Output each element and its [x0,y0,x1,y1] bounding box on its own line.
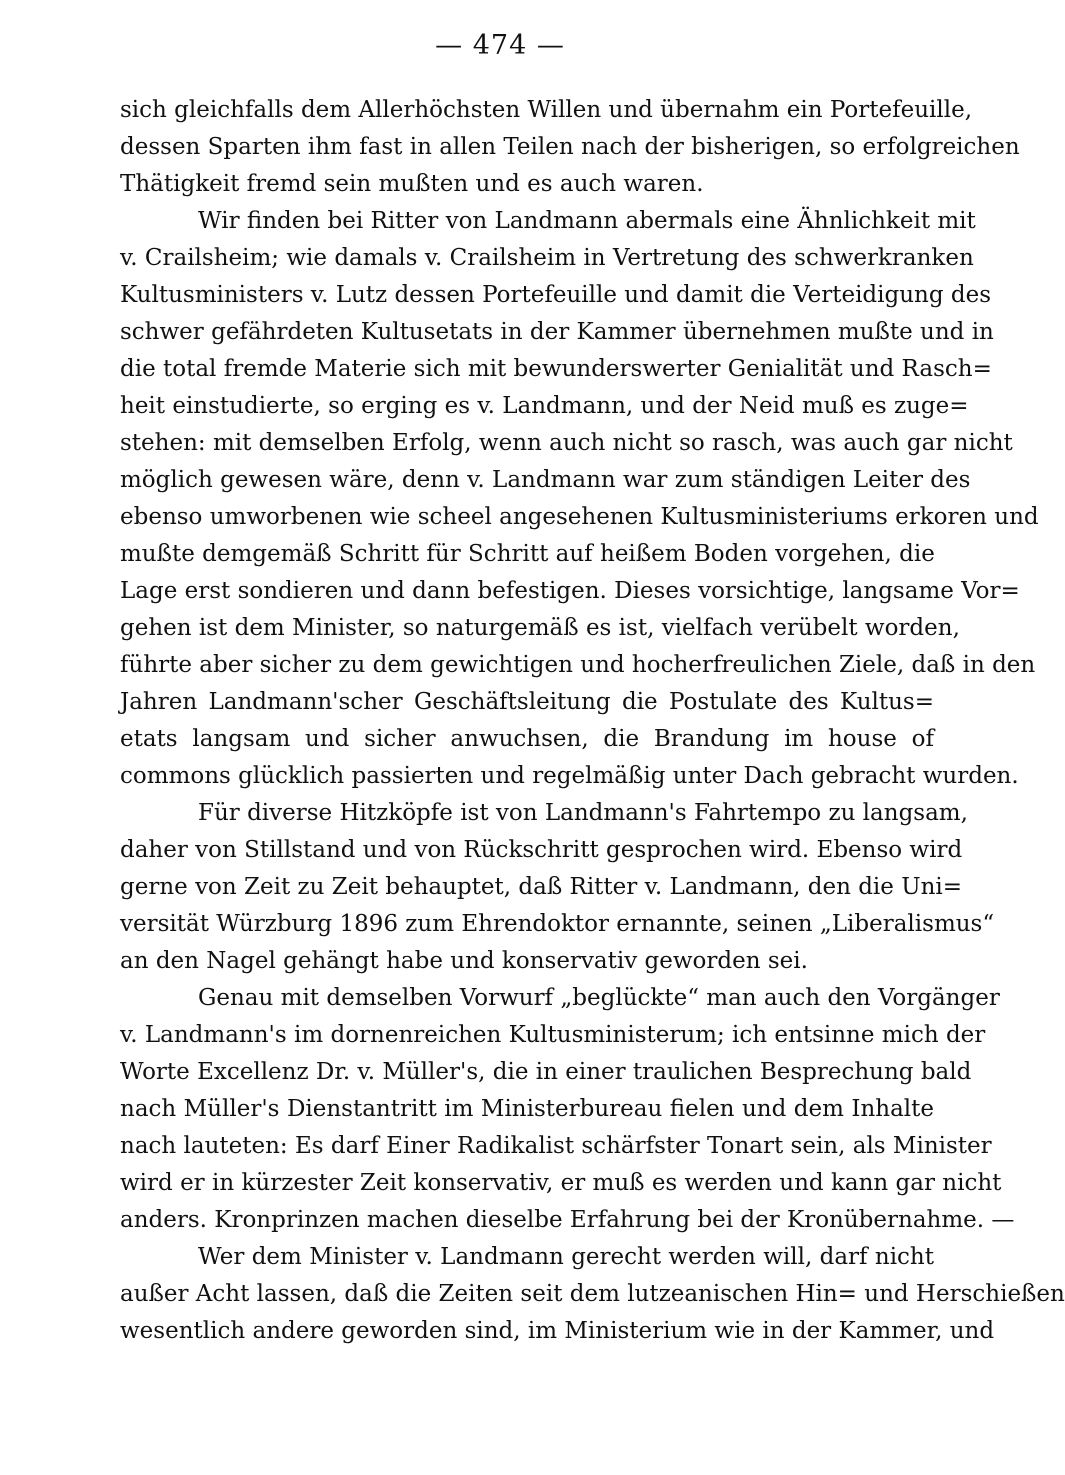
text-line: mußte demgemäß Schritt für Schritt auf heißem Boden vorgehen, die [120,541,935,567]
paragraph-first-line: Für diverse Hitzköpfe ist von Landmann's Fahrtempo zu langsam, [198,800,968,826]
text-line: Kultusministers v. Lutz dessen Portefeuille und damit die Verteidigung des [120,282,992,308]
text-line: commons glücklich passierten und regelmäßig unter Dach gebracht wurden. [120,763,1019,789]
text-line: wesentlich andere geworden sind, im Ministerium wie in der Kammer, und [120,1318,995,1344]
text-line: an den Nagel gehängt habe und konservativ geworden sei. [120,948,808,974]
text-line: möglich gewesen wäre, denn v. Landmann war zum ständigen Leiter des [120,467,971,493]
text-line: etats langsam und sicher anwuchsen, die Brandung im house of [120,726,934,752]
text-line: außer Acht lassen, daß die Zeiten seit dem lutzeanischen Hin= und Herschießen [120,1281,1065,1307]
paragraph-first-line: Wer dem Minister v. Landmann gerecht werden will, darf nicht [198,1244,934,1270]
text-line: heit einstudierte, so erging es v. Landmann, und der Neid muß es zuge= [120,393,969,419]
body-text [120,92,1065,1350]
text-line: Lage erst sondieren und dann befestigen. Dieses vorsichtige, langsame Vor= [120,578,1020,604]
text-line: Jahren Landmann'scher Geschäftsleitung die Postulate des Kultus= [120,689,934,715]
text-line: Thätigkeit fremd sein mußten und es auch waren. [120,171,704,197]
text-line: daher von Stillstand und von Rückschritt gesprochen wird. Ebenso wird [120,837,963,863]
text-line: nach Müller's Dienstantritt im Ministerbureau fielen und dem Inhalte [120,1096,934,1122]
text-line: ebenso umworbenen wie scheel angesehenen Kultusministeriums erkoren und [120,504,1039,530]
text-line: dessen Sparten ihm fast in allen Teilen nach der bisherigen, so erfolgreichen [120,134,1020,160]
page-number: — 474 — [435,30,565,61]
text-line: stehen: mit demselben Erfolg, wenn auch nicht so rasch, was auch gar nicht [120,430,1013,456]
text-line: v. Crailsheim; wie damals v. Crailsheim in Vertretung des schwerkranken [120,245,974,271]
text-line: gerne von Zeit zu Zeit behauptet, daß Ritter v. Landmann, den die Uni= [120,874,963,900]
text-line: v. Landmann's im dornenreichen Kultusministerum; ich entsinne mich der [120,1022,986,1048]
text-line: Worte Excellenz Dr. v. Müller's, die in einer traulichen Besprechung bald [120,1059,972,1085]
text-line: führte aber sicher zu dem gewichtigen und hocherfreulichen Ziele, daß in den [120,652,1036,678]
paragraph-first-line: Genau mit demselben Vorwurf „beglückte“ man auch den Vorgänger [198,985,1000,1011]
text-line: anders. Kronprinzen machen dieselbe Erfahrung bei der Kronübernahme. — [120,1207,1015,1233]
paragraph-first-line: Wir finden bei Ritter von Landmann abermals eine Ähnlichkeit mit [198,208,976,234]
text-line: gehen ist dem Minister, so naturgemäß es ist, vielfach verübelt worden, [120,615,960,641]
text-line: die total fremde Materie sich mit bewunderswerter Genialität und Rasch= [120,356,992,382]
text-line: versität Würzburg 1896 zum Ehrendoktor ernannte, seinen „Liberalismus“ [120,911,995,937]
text-line: nach lauteten: Es darf Einer Radikalist schärfster Tonart sein, als Minister [120,1133,992,1159]
text-line: wird er in kürzester Zeit konservativ, er muß es werden und kann gar nicht [120,1170,1002,1196]
text-line: schwer gefährdeten Kultusetats in der Kammer übernehmen mußte und in [120,319,994,345]
text-line: sich gleichfalls dem Allerhöchsten Willen und übernahm ein Portefeuille, [120,97,973,123]
